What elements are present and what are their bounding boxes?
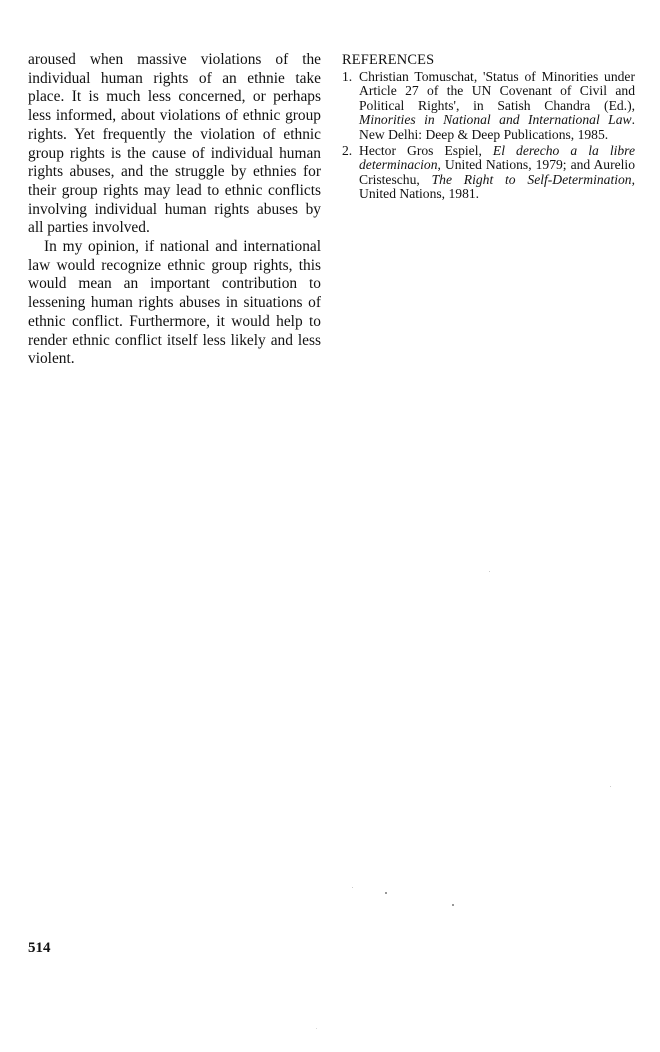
reference-text: Hector Gros Espiel, bbox=[359, 142, 493, 158]
reference-text: , United Nations, 1981. bbox=[359, 171, 636, 202]
references-section bbox=[342, 53, 635, 203]
reference-title: Minorities in National and International Law bbox=[359, 112, 632, 128]
reference-list bbox=[342, 70, 635, 202]
reference-title: El derecho a la libre determinacion bbox=[359, 142, 635, 173]
reference-item-2 bbox=[342, 144, 635, 202]
reference-number: 2. bbox=[342, 142, 353, 158]
scan-speck bbox=[489, 571, 490, 572]
scan-speck bbox=[385, 892, 387, 894]
scan-speck bbox=[352, 887, 353, 888]
scan-speck bbox=[610, 786, 611, 787]
page-number: 514 bbox=[28, 940, 51, 956]
scan-speck bbox=[452, 904, 454, 906]
references-heading: REFERENCES bbox=[342, 52, 435, 68]
body-text-column bbox=[28, 51, 321, 369]
reference-text: Christian Tomuschat, 'Status of Minorities under Article 27 of the UN Covenant of Civil and Political Rights', in Satish Chandra (Ed.), bbox=[359, 68, 635, 113]
reference-text: , United Nations, 1979; and Aurelio Cristeschu, bbox=[359, 157, 635, 187]
reference-text: . New Delhi: Deep & Deep Publications, 1985. bbox=[359, 112, 635, 142]
body-paragraph-2: In my opinion, if national and international law would recognize ethnic group rights, this would mean an important contribution to lessening human rights abuses in situations of ethnic conflict. Furthermore, it would help to render ethnic conflict itself less likely and less violent. bbox=[28, 238, 321, 368]
reference-title: The Right to Self-Determination bbox=[431, 171, 632, 187]
scan-speck bbox=[316, 1028, 317, 1029]
reference-number: 1. bbox=[342, 68, 353, 84]
reference-item-1 bbox=[342, 70, 635, 143]
body-paragraph-1: aroused when massive violations of the individual human rights of an ethnie take place. It is much less concerned, or perhaps less informed, about violations of ethnic group rights. Yet frequently the violation of ethnic group rights is the cause of individual human rights abuses, and the struggle by ethnies for their group rights may lead to ethnic conflicts involving individual human rights abuses by all parties involved. bbox=[28, 51, 321, 237]
